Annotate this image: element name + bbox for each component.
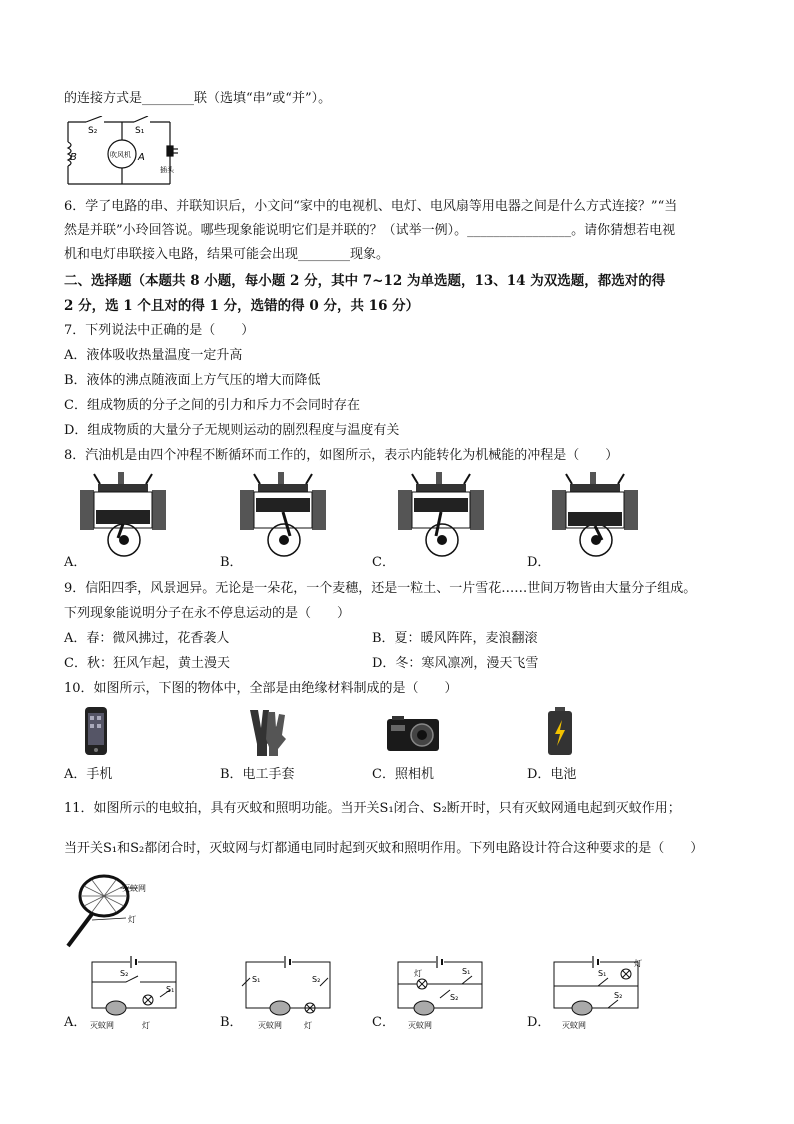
q8-stem: 8．汽油机是由四个冲程不断循环而工作的，如图所示，表示内能转化为机械能的冲程是（ ） [64,448,619,463]
circuit-d-lamp: 灯 [634,959,642,968]
q11-circuit-d [548,952,654,1032]
battery-icon [546,706,574,756]
circuit-b-lamp: 灯 [304,1021,312,1030]
q8-label-b: B． [220,555,243,570]
q6-line3: 机和电灯串联接入电路，结果可能会出现________现象。 [64,247,390,262]
q8-label-c: C． [372,555,395,570]
q10-option-b: B．电工手套 [220,767,295,782]
circuit-d-s1: S₁ [598,969,607,978]
circuit-a-s2: S₂ [120,969,129,978]
rubber-glove-icon [244,706,290,756]
q11-circuit-a [86,952,182,1032]
q10-stem: 10．如图所示，下图的物体中，全部是由绝缘材料制成的是（ ） [64,681,458,696]
q11-circuit-c [392,952,488,1032]
q11-option-c: C． [372,1015,395,1030]
q5-label-motor: 吹风机 [110,151,131,159]
q9-option-a: A．春：微风拂过，花香袭人 [64,631,230,646]
q11-line1: 11．如图所示的电蚊拍，具有灭蚊和照明功能。当开关S₁闭合、S₂断开时，只有灭蚊网通电起到灭蚊作用； [64,801,681,816]
q8-label-a: A． [64,555,87,570]
engine-a-icon [80,472,166,556]
circuit-b-net: 灭蚊网 [258,1021,282,1030]
q5-label-s2: S₂ [88,126,98,136]
q9-line2: 下列现象能说明分子在永不停息运动的是（ ） [64,606,351,621]
q9-option-d: D．冬：寒风凛冽，漫天飞雪 [372,656,539,671]
q6-line2: 然是并联”小玲回答说。哪些现象能说明它们是并联的？（试举一例）。________________。请你猜想若电视 [64,223,676,238]
q5-tail: 的连接方式是________联（选填“串”或“并”）。 [64,91,332,106]
q8-label-d: D． [527,555,551,570]
q11-option-d: D． [527,1015,551,1030]
circuit-b-s1: S₁ [252,975,261,984]
q5-label-b: B [70,152,77,163]
circuit-d-s2: S₂ [614,991,623,1000]
section2-heading-line1: 二、选择题（本题共 8 小题，每小题 2 分，其中 7~12 为单选题，13、14 为双选题，都选对的得 [64,273,666,289]
q6-line1: 6．学了电路的串、并联知识后，小文问“家中的电视机、电灯、电风扇等用电器之间是什么方式连接？”“当 [64,199,678,214]
q5-label-a: A [138,152,145,163]
q7-option-b: B．液体的沸点随液面上方气压的增大而降低 [64,373,321,388]
circuit-c-s2: S₂ [450,993,459,1002]
engine-c-icon [398,472,484,556]
circuit-d-net: 灭蚊网 [562,1021,586,1030]
q5-label-s1: S₁ [135,126,145,136]
q7-option-a: A．液体吸收热量温度一定升高 [64,348,243,363]
section2-heading-line2: 2 分，选 1 个且对的得 1 分，选错的得 0 分，共 16 分） [64,298,420,314]
q9-line1: 9．信阳四季，风景迥异。无论是一朵花，一个麦穗，还是一粒土、一片雪花……世间万物皆由大量分子组成。 [64,581,697,596]
q5-circuit-diagram [64,116,184,190]
circuit-a-net: 灭蚊网 [90,1021,114,1030]
phone-icon [84,706,108,756]
q9-option-c: C．秋：狂风乍起，黄土漫天 [64,656,230,671]
circuit-c-s1: S₁ [462,967,471,976]
q10-option-a: A．手机 [64,767,113,782]
engine-b-icon [240,472,326,556]
circuit-b-s2: S₂ [312,975,321,984]
q10-option-d: D．电池 [527,767,577,782]
circuit-a-s1: S₁ [166,985,175,994]
engine-d-icon [552,472,638,556]
q11-option-a: A． [64,1015,87,1030]
camera-icon [386,716,440,752]
circuit-c-lamp: 灯 [414,969,422,978]
q7-option-c: C．组成物质的分子之间的引力和斥力不会同时存在 [64,398,360,413]
q7-option-d: D．组成物质的大量分子无规则运动的剧烈程度与温度有关 [64,423,400,438]
racket-lamp-label: 灯 [128,915,136,924]
q5-label-plug: 插头 [160,166,174,174]
q11-circuit-b [240,952,336,1032]
mosquito-racket-figure [64,872,174,948]
q11-line2: 当开关S₁和S₂都闭合时，灭蚊网与灯都通电同时起到灭蚊和照明作用。下列电路设计符合这种要求的是（ ） [64,841,704,856]
circuit-a-lamp: 灯 [142,1021,150,1030]
q11-option-b: B． [220,1015,243,1030]
q7-stem: 7．下列说法中正确的是（ ） [64,323,255,338]
racket-net-label: 灭蚊网 [122,884,146,893]
q10-option-c: C．照相机 [372,767,434,782]
q8-engine-figures [80,470,690,562]
circuit-c-net: 灭蚊网 [408,1021,432,1030]
q9-option-b: B．夏：暖风阵阵，麦浪翻滚 [372,631,538,646]
